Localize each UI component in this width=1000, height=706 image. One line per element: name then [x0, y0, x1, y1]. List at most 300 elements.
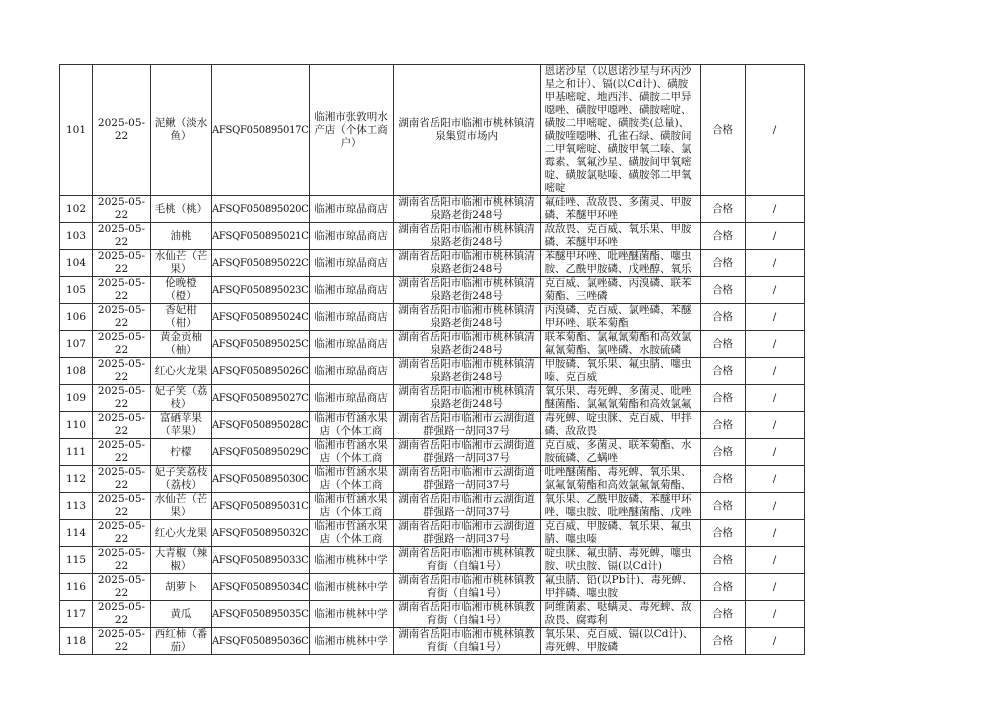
test-items-cell — [540, 493, 700, 520]
remark-cell — [745, 601, 804, 628]
sample-name-cell — [151, 277, 212, 304]
store-name-cell — [309, 412, 393, 439]
sample-code-cell — [212, 493, 310, 520]
sample-code-cell — [212, 628, 310, 655]
row-number-cell — [60, 493, 93, 520]
sample-date: 2025-05-22 — [97, 196, 146, 221]
store-address-cell — [393, 547, 540, 574]
results-table — [59, 64, 805, 655]
store-name: 临湘市琼晶商店 — [314, 337, 388, 350]
row-number-cell — [60, 574, 93, 601]
row-number-cell — [60, 331, 93, 358]
row-number-cell — [60, 250, 93, 277]
test-items: 阿维菌素、哒螨灵、毒死蜱、敌敌畏、腐霉利 — [544, 601, 692, 626]
store-address-cell — [393, 412, 540, 439]
sample-date-cell — [93, 439, 151, 466]
test-items-cell — [540, 574, 700, 601]
store-name-cell — [309, 547, 393, 574]
sample-name: 水仙芒（芒果） — [154, 493, 208, 518]
test-items-cell — [540, 628, 700, 655]
table-row — [60, 223, 805, 250]
sample-date: 2025-05-22 — [97, 358, 146, 383]
row-number-cell — [60, 601, 93, 628]
sample-name-cell — [151, 358, 212, 385]
store-name-cell — [309, 520, 393, 547]
sample-date: 2025-05-22 — [97, 628, 146, 653]
store-address: 湖南省岳阳市临湘市桃林镇清泉路老街248号 — [398, 223, 535, 248]
test-result: 合格 — [712, 418, 734, 431]
sample-code: AFSQF050895029C — [212, 446, 309, 458]
row-number: 105 — [65, 283, 87, 296]
store-address-cell — [393, 358, 540, 385]
sample-code: AFSQF050895032C — [212, 527, 309, 539]
table-row — [60, 250, 805, 277]
sample-code: AFSQF050895017C — [212, 124, 309, 136]
test-items-cell — [540, 385, 700, 412]
sample-date: 2025-05-22 — [97, 520, 146, 545]
store-address: 湖南省岳阳市临湘市桃林镇清泉路老街248号 — [398, 196, 535, 221]
remark: / — [772, 418, 777, 431]
sample-code-cell — [212, 439, 310, 466]
remark: / — [772, 499, 777, 512]
sample-code-cell — [212, 223, 310, 250]
store-address-cell — [393, 385, 540, 412]
sample-code-cell — [212, 65, 310, 196]
sample-name-cell — [151, 439, 212, 466]
sample-date: 2025-05-22 — [97, 331, 146, 356]
store-address-cell — [393, 439, 540, 466]
table-row — [60, 65, 805, 196]
sample-name: 大青椒（辣椒） — [154, 547, 208, 572]
remark-cell — [745, 304, 804, 331]
store-address: 湖南省岳阳市临湘市桃林镇清泉路老街248号 — [398, 304, 535, 329]
table-row — [60, 358, 805, 385]
sample-name-cell — [151, 250, 212, 277]
sample-code-cell — [212, 358, 310, 385]
store-name: 临湘市琼晶商店 — [314, 283, 388, 296]
store-name: 临湘市琼晶商店 — [314, 202, 388, 215]
sample-code: AFSQF050895027C — [212, 392, 309, 404]
table-row — [60, 412, 805, 439]
store-name: 临湘市哲涵水果店（个体工商 — [314, 466, 388, 491]
test-result-cell — [700, 250, 745, 277]
sample-code-cell — [212, 412, 310, 439]
sample-code-cell — [212, 385, 310, 412]
remark: / — [772, 310, 777, 323]
table-row — [60, 520, 805, 547]
sample-code-cell — [212, 601, 310, 628]
row-number: 111 — [65, 445, 87, 458]
sample-code: AFSQF050895023C — [212, 284, 309, 296]
sample-name: 黄瓜 — [170, 607, 192, 620]
sample-date: 2025-05-22 — [97, 250, 146, 275]
test-items: 氟硅唑、敌敌畏、多菌灵、甲胺磷、苯醚甲环唑 — [544, 196, 692, 221]
row-number: 109 — [65, 391, 87, 404]
row-number-cell — [60, 196, 93, 223]
store-address-cell — [393, 574, 540, 601]
store-name: 临湘市琼晶商店 — [314, 256, 388, 269]
sample-date-cell — [93, 493, 151, 520]
test-items: 敌敌畏、克百威、氧乐果、甲胺磷、苯醚甲环唑 — [544, 223, 692, 248]
sample-code-cell — [212, 277, 310, 304]
row-number-cell — [60, 277, 93, 304]
test-result: 合格 — [712, 229, 734, 242]
sample-name: 富硒苹果（苹果） — [160, 412, 202, 437]
sample-name: 水仙芒（芒果） — [154, 250, 208, 275]
sample-date: 2025-05-22 — [97, 223, 146, 248]
sample-date-cell — [93, 196, 151, 223]
remark-cell — [745, 574, 804, 601]
sample-code: AFSQF050895025C — [212, 338, 309, 350]
sample-name: 毛桃（桃） — [154, 202, 208, 215]
row-number-cell — [60, 412, 93, 439]
sample-name: 泥鳅（淡水鱼） — [154, 117, 208, 142]
sample-name: 伦晚橙（橙） — [165, 277, 197, 302]
sample-name-cell — [151, 628, 212, 655]
row-number: 104 — [65, 256, 87, 269]
store-name-cell — [309, 304, 393, 331]
sample-code-cell — [212, 250, 310, 277]
store-address-cell — [393, 628, 540, 655]
sample-date: 2025-05-22 — [97, 439, 146, 464]
sample-code: AFSQF050895031C — [212, 500, 309, 512]
sample-date: 2025-05-22 — [97, 412, 146, 437]
test-result: 合格 — [712, 472, 734, 485]
remark-cell — [745, 547, 804, 574]
store-name-cell — [309, 223, 393, 250]
table-row — [60, 277, 805, 304]
test-items-cell — [540, 304, 700, 331]
test-result-cell — [700, 493, 745, 520]
test-items-cell — [540, 412, 700, 439]
sample-code: AFSQF050895022C — [212, 257, 309, 269]
sample-code: AFSQF050895033C — [212, 554, 309, 566]
row-number-cell — [60, 223, 93, 250]
store-address-cell — [393, 65, 540, 196]
sample-date-cell — [93, 601, 151, 628]
store-address: 湖南省岳阳市临湘市云湖街道群强路一胡同37号 — [398, 466, 535, 491]
sample-name-cell — [151, 412, 212, 439]
sample-name-cell — [151, 493, 212, 520]
store-name-cell — [309, 196, 393, 223]
test-result-cell — [700, 466, 745, 493]
remark-cell — [745, 520, 804, 547]
sample-date: 2025-05-22 — [97, 385, 146, 410]
store-name-cell — [309, 65, 393, 196]
test-items-cell — [540, 466, 700, 493]
test-result: 合格 — [712, 445, 734, 458]
row-number-cell — [60, 385, 93, 412]
remark-cell — [745, 250, 804, 277]
sample-name: 妃子笑荔枝（荔枝） — [154, 466, 208, 491]
remark-cell — [745, 439, 804, 466]
sample-name: 油桃 — [170, 229, 192, 242]
test-items: 氧乐果、克百威、镉(以Cd计)、毒死蜱、甲胺磷 — [544, 628, 694, 653]
store-name: 临湘市桃林中学 — [314, 607, 388, 620]
table-row — [60, 439, 805, 466]
sample-code-cell — [212, 304, 310, 331]
sample-code: AFSQF050895030C — [212, 473, 309, 485]
store-address-cell — [393, 250, 540, 277]
sample-name: 黄金贡柚（柚） — [160, 331, 202, 356]
row-number-cell — [60, 547, 93, 574]
test-result: 合格 — [712, 310, 734, 323]
store-address: 湖南省岳阳市临湘市桃林镇教育街（自编1号） — [398, 547, 535, 572]
remark: / — [772, 364, 777, 377]
sample-date-cell — [93, 331, 151, 358]
store-address-cell — [393, 601, 540, 628]
store-name-cell — [309, 331, 393, 358]
sample-name-cell — [151, 547, 212, 574]
sample-date-cell — [93, 547, 151, 574]
row-number: 103 — [65, 229, 87, 242]
test-result: 合格 — [712, 391, 734, 404]
sample-code-cell — [212, 574, 310, 601]
sample-date-cell — [93, 574, 151, 601]
sample-date: 2025-05-22 — [97, 117, 146, 142]
sample-name-cell — [151, 196, 212, 223]
test-items: 克百威、氯唑磷、丙溴磷、联苯菊酯、三唑磷 — [544, 277, 692, 302]
test-items-cell — [540, 547, 700, 574]
remark-cell — [745, 331, 804, 358]
test-result: 合格 — [712, 123, 734, 136]
sample-date-cell — [93, 358, 151, 385]
row-number: 118 — [65, 634, 87, 647]
row-number-cell — [60, 65, 93, 196]
sample-code: AFSQF050895036C — [212, 635, 309, 647]
store-address-cell — [393, 331, 540, 358]
test-result: 合格 — [712, 283, 734, 296]
sample-date-cell — [93, 304, 151, 331]
remark: / — [772, 123, 777, 136]
store-address-cell — [393, 520, 540, 547]
sample-code-cell — [212, 547, 310, 574]
sample-name-cell — [151, 385, 212, 412]
sample-date-cell — [93, 223, 151, 250]
store-name: 临湘市张敦明水产店（个体工商户） — [314, 110, 388, 149]
test-result: 合格 — [712, 607, 734, 620]
sample-code-cell — [212, 331, 310, 358]
row-number-cell — [60, 304, 93, 331]
test-result-cell — [700, 601, 745, 628]
store-name: 临湘市琼晶商店 — [314, 391, 388, 404]
store-name: 临湘市哲涵水果店（个体工商 — [314, 439, 388, 464]
test-items: 啶虫脒、氟虫腈、毒死蜱、噻虫胺、吠虫胺、镉(以Cd计) — [544, 547, 692, 572]
row-number-cell — [60, 358, 93, 385]
store-name: 临湘市琼晶商店 — [314, 364, 388, 377]
test-result-cell — [700, 65, 745, 196]
test-items-cell — [540, 277, 700, 304]
remark-cell — [745, 196, 804, 223]
sample-name-cell — [151, 223, 212, 250]
remark-cell — [745, 628, 804, 655]
sample-date: 2025-05-22 — [97, 304, 146, 329]
remark-cell — [745, 466, 804, 493]
table-row — [60, 601, 805, 628]
row-number-cell — [60, 628, 93, 655]
store-address: 湖南省岳阳市临湘市云湖街道群强路一胡同37号 — [398, 412, 535, 437]
store-address-cell — [393, 304, 540, 331]
test-result-cell — [700, 331, 745, 358]
test-result: 合格 — [712, 526, 734, 539]
store-name: 临湘市哲涵水果店（个体工商 — [314, 493, 388, 518]
test-items: 甲胺磷、氧乐果、氟虫腈、噻虫嗪、克百威 — [544, 358, 692, 383]
row-number: 101 — [65, 123, 87, 136]
row-number: 110 — [65, 418, 87, 431]
sample-name-cell — [151, 304, 212, 331]
store-address: 湖南省岳阳市临湘市桃林镇清泉集贸市场内 — [398, 117, 535, 142]
test-result-cell — [700, 439, 745, 466]
test-result-cell — [700, 412, 745, 439]
test-result-cell — [700, 628, 745, 655]
remark: / — [772, 553, 777, 566]
store-address: 湖南省岳阳市临湘市桃林镇清泉路老街248号 — [398, 385, 535, 410]
row-number: 115 — [65, 553, 87, 566]
sample-date: 2025-05-22 — [97, 466, 146, 491]
store-name: 临湘市哲涵水果店（个体工商 — [314, 412, 388, 437]
remark: / — [772, 472, 777, 485]
store-name: 临湘市哲涵水果店（个体工商 — [314, 520, 388, 545]
test-result-cell — [700, 520, 745, 547]
test-result-cell — [700, 574, 745, 601]
test-items: 丙溴磷、克百威、氯唑磷、苯醚甲环唑、联苯菊酯 — [544, 304, 692, 329]
test-items: 苯醚甲环唑、吡唑醚菌酯、噻虫胺、乙酰甲胺磷、戊唑醇、氧乐 — [544, 250, 692, 275]
test-result-cell — [700, 358, 745, 385]
store-name: 临湘市桃林中学 — [314, 634, 388, 647]
remark-cell — [745, 65, 804, 196]
sample-date-cell — [93, 277, 151, 304]
row-number: 114 — [65, 526, 87, 539]
test-items-cell — [540, 520, 700, 547]
test-result-cell — [700, 304, 745, 331]
sample-name-cell — [151, 574, 212, 601]
row-number: 112 — [65, 472, 87, 485]
sample-code: AFSQF050895020C — [212, 203, 309, 215]
store-name: 临湘市琼晶商店 — [314, 229, 388, 242]
table-row — [60, 331, 805, 358]
test-items: 毒死蜱、啶虫脒、克百威、甲拌磷、敌敌畏 — [544, 412, 692, 437]
remark: / — [772, 526, 777, 539]
test-result: 合格 — [712, 580, 734, 593]
remark-cell — [745, 358, 804, 385]
test-items: 氧乐果、毒死蜱、多菌灵、吡唑醚菌酯、氯氟氰菊酯和高效氯氟 — [544, 385, 692, 410]
sample-name-cell — [151, 65, 212, 196]
store-name-cell — [309, 493, 393, 520]
test-result: 合格 — [712, 364, 734, 377]
remark: / — [772, 634, 777, 647]
sample-name: 红心火龙果 — [154, 364, 208, 377]
sample-date-cell — [93, 412, 151, 439]
sample-name-cell — [151, 466, 212, 493]
row-number-cell — [60, 439, 93, 466]
store-address-cell — [393, 223, 540, 250]
test-result: 合格 — [712, 634, 734, 647]
test-items: 克百威、甲胺磷、氧乐果、氟虫腈、噻虫嗪 — [544, 520, 692, 545]
test-items-cell — [540, 601, 700, 628]
store-name-cell — [309, 628, 393, 655]
test-items-cell — [540, 250, 700, 277]
test-items: 氟虫腈、铅(以Pb计)、毒死蜱、甲拌磷、噻虫胺 — [544, 574, 693, 599]
test-items: 吡唑醚菌酯、毒死蜱、氧乐果、氯氟氰菊酯和高效氯氟氰菊酯、 — [544, 466, 692, 491]
remark: / — [772, 202, 777, 215]
sample-code-cell — [212, 520, 310, 547]
table-row — [60, 574, 805, 601]
store-name-cell — [309, 385, 393, 412]
row-number: 107 — [65, 337, 87, 350]
test-result-cell — [700, 196, 745, 223]
sample-date: 2025-05-22 — [97, 574, 146, 599]
remark-cell — [745, 385, 804, 412]
sample-code: AFSQF050895035C — [212, 608, 309, 620]
sample-code-cell — [212, 196, 310, 223]
store-address-cell — [393, 277, 540, 304]
store-name-cell — [309, 574, 393, 601]
sample-date-cell — [93, 628, 151, 655]
sample-name: 西红柿（番茄） — [154, 628, 208, 653]
sample-code-cell — [212, 466, 310, 493]
remark-cell — [745, 412, 804, 439]
store-address-cell — [393, 466, 540, 493]
table-row — [60, 466, 805, 493]
remark: / — [772, 256, 777, 269]
sample-code: AFSQF050895034C — [212, 581, 309, 593]
sample-date: 2025-05-22 — [97, 493, 146, 518]
remark: / — [772, 391, 777, 404]
remark: / — [772, 607, 777, 620]
row-number: 106 — [65, 310, 87, 323]
row-number: 116 — [65, 580, 87, 593]
store-address: 湖南省岳阳市临湘市桃林镇清泉路老街248号 — [398, 277, 535, 302]
store-name-cell — [309, 358, 393, 385]
store-address: 湖南省岳阳市临湘市桃林镇教育街（自编1号） — [398, 628, 535, 653]
sample-name: 妃子笑（荔枝） — [154, 385, 208, 410]
sample-date-cell — [93, 65, 151, 196]
sample-date-cell — [93, 466, 151, 493]
test-items-cell — [540, 65, 700, 196]
test-items: 联苯菊酯、氯氟氰菊酯和高效氯氟氰菊酯、氯唑磷、水胺硫磷 — [544, 331, 692, 356]
store-name-cell — [309, 277, 393, 304]
test-result-cell — [700, 277, 745, 304]
test-items: 氧乐果、乙酰甲胺磷、苯醚甲环唑、噻虫胺、吡唑醚菌酯、戊唑 — [544, 493, 692, 518]
sample-code: AFSQF050895026C — [212, 365, 309, 377]
test-result: 合格 — [712, 499, 734, 512]
row-number: 108 — [65, 364, 87, 377]
table-row — [60, 628, 805, 655]
store-address: 湖南省岳阳市临湘市桃林镇清泉路老街248号 — [398, 331, 535, 356]
store-name: 临湘市桃林中学 — [314, 553, 388, 566]
test-items-cell — [540, 358, 700, 385]
store-name-cell — [309, 466, 393, 493]
table-row — [60, 196, 805, 223]
remark: / — [772, 283, 777, 296]
test-result: 合格 — [712, 202, 734, 215]
sample-name: 胡萝卜 — [165, 580, 197, 593]
row-number: 117 — [65, 607, 87, 620]
store-name: 临湘市桃林中学 — [314, 580, 388, 593]
remark-cell — [745, 223, 804, 250]
test-items: 恩诺沙星（以恩诺沙星与环丙沙星之和计）、镉(以Cd计)、磺胺甲基嘧啶、地西泮、磺胺二甲异噁唑、磺胺甲噁唑、磺胺嘧啶、磺胺二甲嘧啶、磺胺类(总量)、磺胺喹噁啉、孔雀石绿、磺胺间二甲氧嘧啶、磺胺甲氧二嗪、氯霉素、氧氟沙星、磺胺间甲氧嘧啶、磺胺氯哒嗪、磺胺邻二甲氧嘧啶 — [544, 65, 692, 194]
store-address: 湖南省岳阳市临湘市桃林镇教育街（自编1号） — [398, 574, 535, 599]
sample-date-cell — [93, 250, 151, 277]
sample-code: AFSQF050895024C — [212, 311, 309, 323]
test-result: 合格 — [712, 337, 734, 350]
store-address: 湖南省岳阳市临湘市桃林镇清泉路老街248号 — [398, 358, 535, 383]
store-name-cell — [309, 601, 393, 628]
remark: / — [772, 229, 777, 242]
remark-cell — [745, 493, 804, 520]
sample-name-cell — [151, 331, 212, 358]
test-items-cell — [540, 331, 700, 358]
